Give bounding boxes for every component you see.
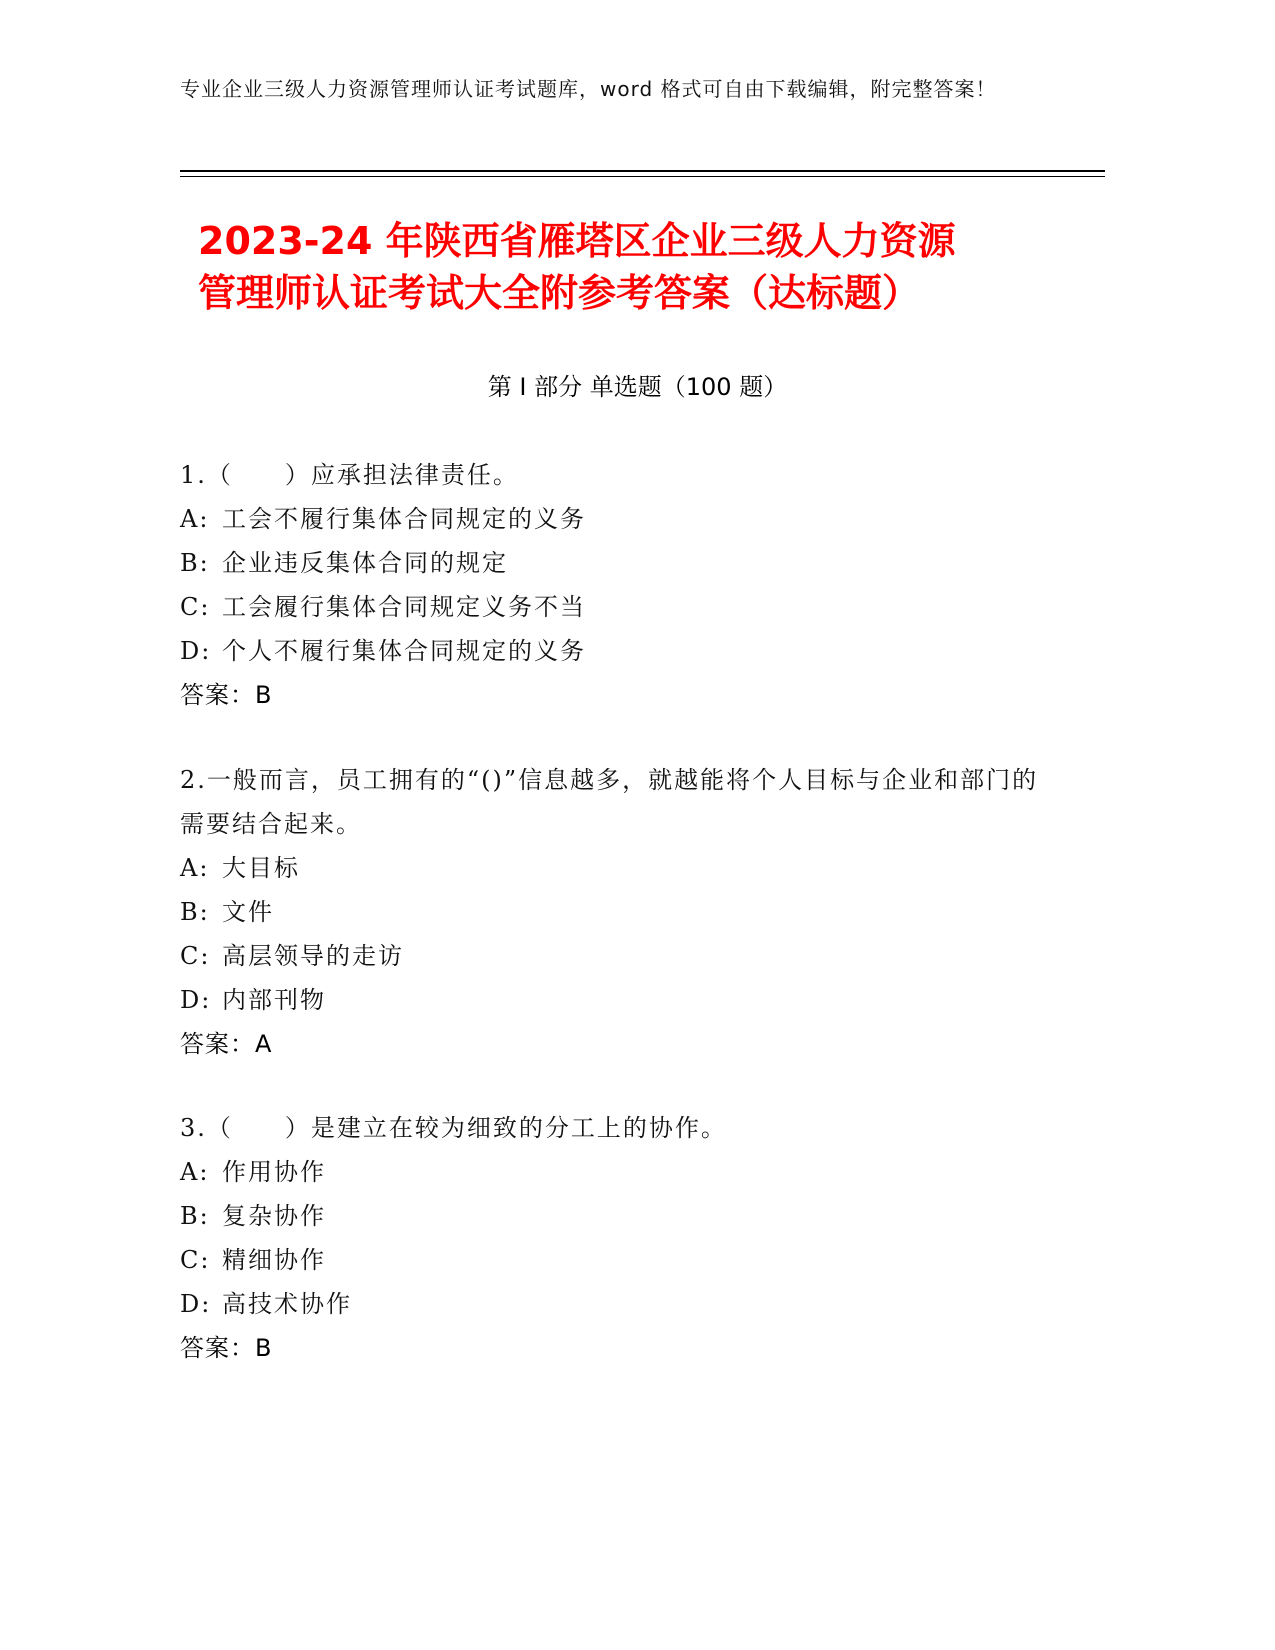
answer: 答案：B [180, 1334, 273, 1362]
option-a [180, 846, 1060, 890]
option-text: 作用协作 [222, 1158, 326, 1186]
document-title-line1: 2023-24 年陕西省雁塔区企业三级人力资源 [198, 219, 956, 263]
option-letter: B: [180, 1202, 210, 1230]
header-divider-thin [180, 176, 1105, 177]
document-title [198, 215, 1098, 319]
option-b [180, 541, 1060, 585]
option-d [180, 1282, 1060, 1326]
question-1 [180, 453, 1060, 717]
question-2 [180, 758, 1060, 1066]
option-letter: C: [180, 593, 211, 621]
option-text: 高层领导的走访 [222, 942, 404, 970]
option-letter: D: [180, 637, 212, 665]
option-letter: C: [180, 942, 211, 970]
option-text: 工会履行集体合同规定义务不当 [222, 593, 586, 621]
option-letter: A: [180, 1158, 210, 1186]
option-letter: D: [180, 986, 212, 1014]
option-b [180, 1194, 1060, 1238]
option-text: 精细协作 [222, 1246, 326, 1274]
answer: 答案：B [180, 681, 273, 709]
option-b [180, 890, 1060, 934]
option-text: 文件 [222, 898, 274, 926]
option-text: 高技术协作 [222, 1290, 352, 1318]
option-c [180, 934, 1060, 978]
option-d [180, 978, 1060, 1022]
option-text: 个人不履行集体合同规定的义务 [222, 637, 586, 665]
option-text: 企业违反集体合同的规定 [222, 549, 508, 577]
question-stem: 3.（ ）是建立在较为细致的分工上的协作。 [180, 1114, 727, 1142]
option-letter: B: [180, 898, 210, 926]
option-letter: C: [180, 1246, 211, 1274]
option-c [180, 1238, 1060, 1282]
option-d [180, 629, 1060, 673]
option-text: 内部刊物 [222, 986, 326, 1014]
question-stem: 2.一般而言，员工拥有的“()”信息越多，就越能将个人目标与企业和部门的需要结合起来。 [180, 766, 1039, 838]
header-note: 专业企业三级人力资源管理师认证考试题库，word 格式可自由下载编辑，附完整答案！ [180, 77, 997, 101]
header-divider-thick [180, 170, 1105, 172]
option-a [180, 1150, 1060, 1194]
option-text: 大目标 [222, 854, 300, 882]
option-text: 工会不履行集体合同规定的义务 [222, 505, 586, 533]
document-title-line2: 管理师认证考试大全附参考答案（达标题） [198, 271, 921, 315]
section-heading: 第 I 部分 单选题（100 题） [487, 373, 788, 401]
option-letter: D: [180, 1290, 212, 1318]
option-letter: A: [180, 505, 210, 533]
answer: 答案：A [180, 1030, 273, 1058]
option-text: 复杂协作 [222, 1202, 326, 1230]
question-stem: 1.（ ）应承担法律责任。 [180, 461, 519, 489]
option-letter: B: [180, 549, 210, 577]
option-letter: A: [180, 854, 210, 882]
option-a [180, 497, 1060, 541]
question-3 [180, 1106, 1060, 1370]
option-c [180, 585, 1060, 629]
